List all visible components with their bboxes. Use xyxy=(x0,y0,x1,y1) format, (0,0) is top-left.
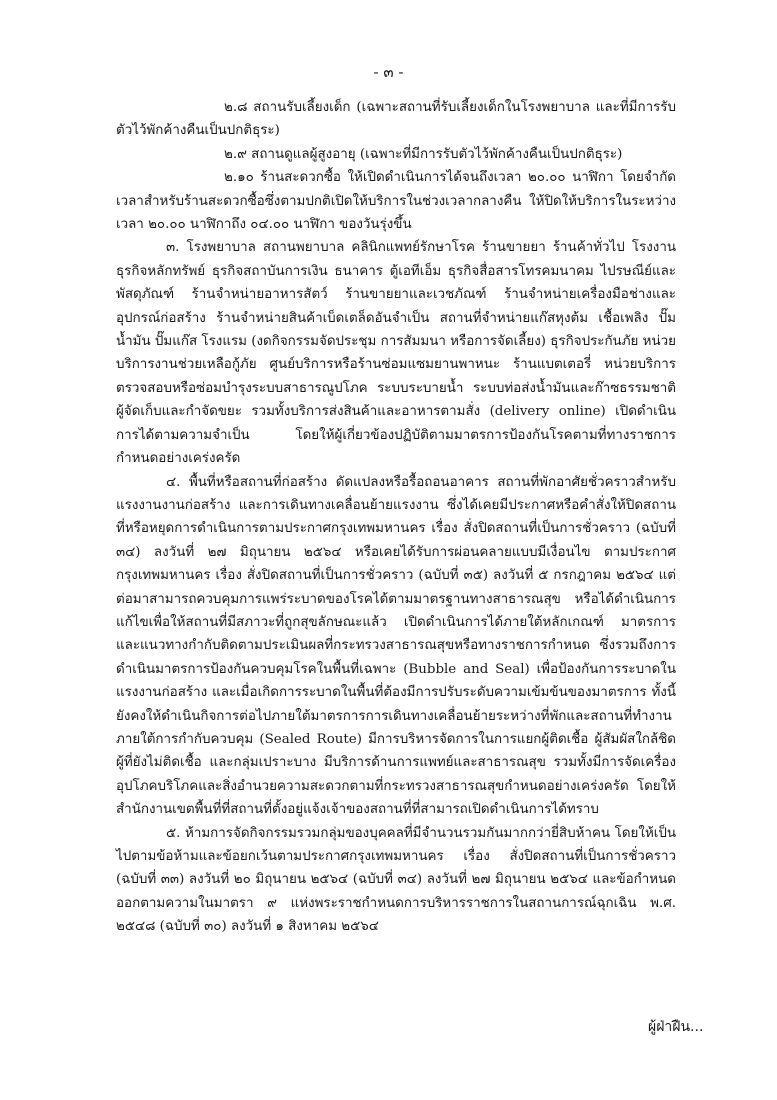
paragraph-2-10: ๒.๑๐ ร้านสะดวกซื้อ ให้เปิดดำเนินการได้จนถึงเวลา ๒๐.๐๐ นาฬิกา โดยจำกัดเวลาสำหรับร้านสะดวกซื้อซึ่งตามปกติเปิดให้บริการในช่วงเวลากลางคืน ให้ปิดให้บริการในระหว่างเวลา ๒๐.๐๐ นาฬิกาถึง ๐๔.๐๐ นาฬิกา ของวันรุ่งขึ้น xyxy=(116,170,676,233)
document-body xyxy=(116,96,676,939)
paragraph-5: ๕. ห้ามการจัดกิจกรรมรวมกลุ่มของบุคคลที่มีจำนวนรวมกันมากกว่ายี่สิบห้าคน โดยให้เป็นไปตามข้อห้ามและข้อยกเว้นตามประกาศกรุงเทพมหานคร เรื่อง สั่งปิดสถานที่เป็นการชั่วคราว (ฉบับที่ ๓๓) ลงวันที่ ๒๐ มิถุนายน ๒๕๖๔ (ฉบับที่ ๓๔) ลงวันที่ ๒๗ มิถุนายน ๒๕๖๔ และข้อกำหนดออกตามความในมาตรา ๙ แห่งพระราชกำหนดการบริหารราชการในสถานการณ์ฉุกเฉิน พ.ศ. ๒๕๔๘ (ฉบับที่ ๓๐) ลงวันที่ ๑ สิงหาคม ๒๕๖๔ xyxy=(116,825,676,935)
page-number: - ๓ - xyxy=(373,63,404,81)
continuation-marker: ผู้ฝ่าฝืน... xyxy=(648,1019,704,1035)
paragraph-4: ๔. พื้นที่หรือสถานที่ก่อสร้าง ดัดแปลงหรือรื้อถอนอาคาร สถานที่พักอาศัยชั่วคราวสำหรับแรงงานงานก่อสร้าง และการเดินทางเคลื่อนย้ายแรงงาน ซึ่งได้เคยมีประกาศหรือคำสั่งให้ปิดสถานที่หรือหยุดการดำเนินการตามประกาศกรุงเทพมหานคร เรื่อง สั่งปิดสถานที่เป็นการชั่วคราว (ฉบับที่ ๓๔) ลงวันที่ ๒๗ มิถุนายน ๒๕๖๔ หรือเคยได้รับการผ่อนคลายแบบมีเงื่อนไข ตามประกาศกรุงเทพมหานคร เรื่อง สั่งปิดสถานที่เป็นการชั่วคราว (ฉบับที่ ๓๕) ลงวันที่ ๕ กรกฎาคม ๒๕๖๔ แต่ต่อมาสามารถควบคุมการแพร่ระบาดของโรคได้ตามมาตรฐานทางสาธารณสุข หรือได้ดำเนินการแก้ไขเพื่อให้สถานที่มีสภาวะที่ถูกสุขลักษณะแล้ว เปิดดำเนินการได้ภายใต้หลักเกณฑ์ มาตรการ และแนวทางกำกับติดตามประเมินผลที่กระทรวงสาธารณสุขหรือทางราชการกำหนด ซึ่งรวมถึงการดำเนินมาตรการป้องกันควบคุมโรคในพื้นที่เฉพาะ (Bubble and Seal) เพื่อป้องกันการระบาดในแรงงานก่อสร้าง และเมื่อเกิดการระบาดในพื้นที่ต้องมีการปรับระดับความเข้มข้นของมาตรการ ทั้งนี้ ยังคงให้ดำเนินกิจการต่อไปภายใต้มาตรการการเดินทางเคลื่อนย้ายระหว่างที่พักและสถานที่ทำงานภายใต้การกำกับควบคุม (Sealed Route) มีการบริหารจัดการในการแยกผู้ติดเชื้อ ผู้สัมผัสใกล้ชิด ผู้ที่ยังไม่ติดเชื้อ และกลุ่มเปราะบาง มีบริการด้านการแพทย์และสาธารณสุข รวมทั้งมีการจัดเครื่องอุปโภคบริโภคและสิ่งอำนวยความสะดวกตามที่กระทรวงสาธารณสุขกำหนดอย่างเคร่งครัด โดยให้สำนักงานเขตพื้นที่ที่สถานที่ตั้งอยู่แจ้งเจ้าของสถานที่ที่สามารถเปิดดำเนินการได้ทราบ xyxy=(116,474,676,818)
paragraph-3: ๓. โรงพยาบาล สถานพยาบาล คลินิกแพทย์รักษาโรค ร้านขายยา ร้านค้าทั่วไป โรงงาน ธุรกิจหลักทรัพย์ ธุรกิจสถาบันการเงิน ธนาคาร ตู้เอทีเอ็ม ธุรกิจสื่อสารโทรคมนาคม ไปรษณีย์และพัสดุภัณฑ์ ร้านจำหน่ายอาหารสัตว์ ร้านขายยาและเวชภัณฑ์ ร้านจำหน่ายเครื่องมือช่างและอุปกรณ์ก่อสร้าง ร้านจำหน่ายสินค้าเบ็ดเตล็ดอันจำเป็น สถานที่จำหน่ายแก๊สหุงต้ม เชื้อเพลิง ปั๊มน้ำมัน ปั๊มแก๊ส โรงแรม (งดกิจกรรมจัดประชุม การสัมมนา หรือการจัดเลี้ยง) ธุรกิจประกันภัย หน่วยบริการงานช่วยเหลือกู้ภัย ศูนย์บริการหรือร้านซ่อมแซมยานพาหนะ ร้านแบตเตอรี่ หน่วยบริการตรวจสอบหรือซ่อมบำรุงระบบสาธารณูปโภค ระบบระบายน้ำ ระบบท่อส่งน้ำมันและก๊าซธรรมชาติ ผู้จัดเก็บและกำจัดขยะ รวมทั้งบริการส่งสินค้าและอาหารตามสั่ง (delivery online) เปิดดำเนินการได้ตามความจำเป็น โดยให้ผู้เกี่ยวข้องปฏิบัติตามมาตรการป้องกันโรคตามที่ทางราชการกำหนดอย่างเคร่งครัด xyxy=(116,240,676,467)
paragraph-2-8: ๒.๘ สถานรับเลี้ยงเด็ก (เฉพาะสถานที่รับเลี้ยงเด็กในโรงพยาบาล และที่มีการรับตัวไว้พักค้างคืนเป็นปกติธุระ) xyxy=(116,100,676,139)
paragraph-2-9: ๒.๙ สถานดูแลผู้สูงอายุ (เฉพาะที่มีการรับตัวไว้พักค้างคืนเป็นปกติธุระ) xyxy=(224,146,623,162)
